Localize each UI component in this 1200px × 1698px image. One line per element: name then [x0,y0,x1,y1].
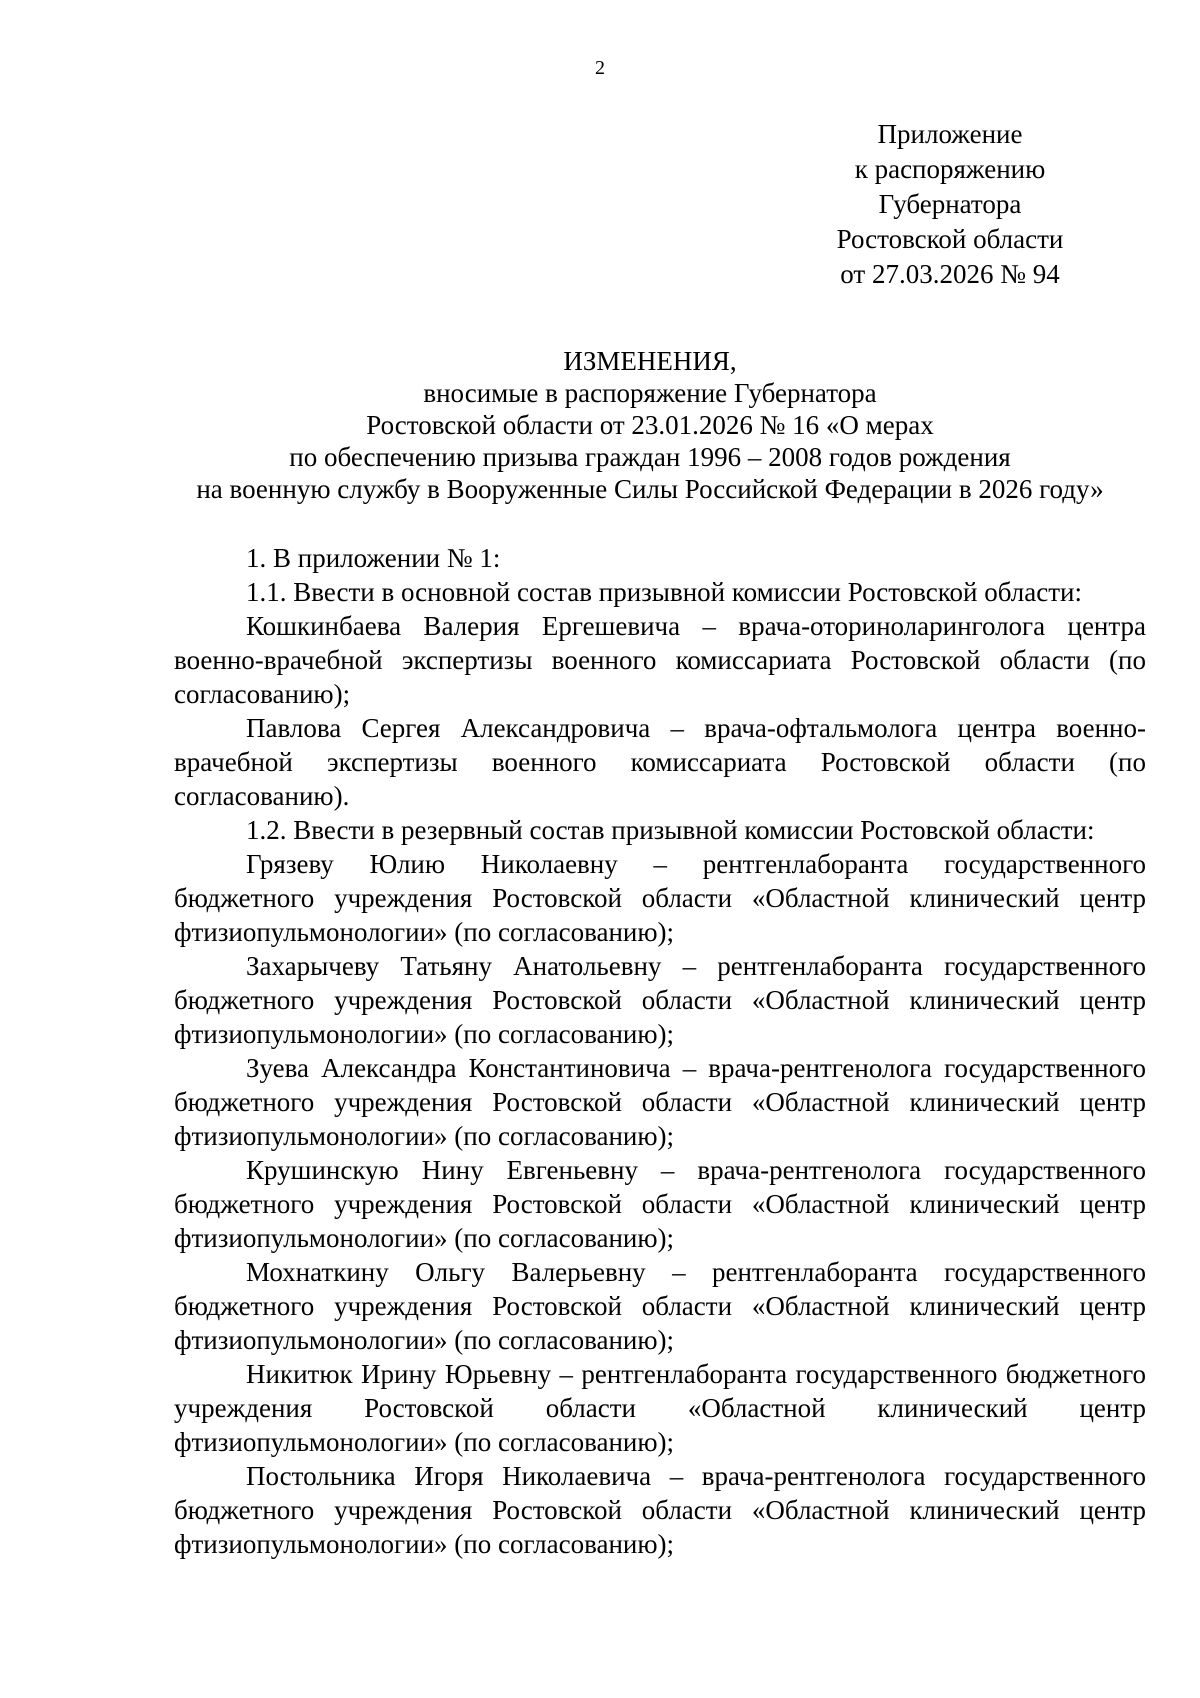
body-paragraph: Мохнаткину Ольгу Валерьевну – рентгенлаборанта государственного бюджетного учреждения Ростовской области «Областной клинический центр фтизиопульмонологии» (по согласованию); [174,1257,1146,1355]
body-paragraph: Захарычеву Татьяну Анатольевну – рентгенлаборанта государственного бюджетного учреждения Ростовской области «Областной клинический центр фтизиопульмонологии» (по согласованию); [174,951,1146,1049]
appendix-line: к распоряжению [854,154,1046,184]
body-paragraph: Грязеву Юлию Николаевну – рентгенлаборанта государственного бюджетного учреждения Ростовской области «Областной клинический центр фтизиопульмонологии» (по согласованию); [174,849,1146,947]
body-paragraph: 1.1. Ввести в основной состав призывной комиссии Ростовской области: [246,577,1082,607]
document-body [174,541,1146,1561]
body-paragraph: Зуева Александра Константиновича – врача-рентгенолога государственного бюджетного учреждения Ростовской области «Областной клинический центр фтизиопульмонологии» (по согласованию); [174,1053,1146,1151]
body-paragraph: Кошкинбаева Валерия Ергешевича – врача-оториноларинголога центра военно-врачебной экспертизы военного комиссариата Ростовской области (по согласованию); [174,611,1146,709]
body-paragraph: Павлова Сергея Александровича – врача-офтальмолога центра военно-врачебной экспертизы военного комиссариата Ростовской области (по согласованию). [174,713,1146,811]
body-paragraph: Постольника Игоря Николаевича – врача-рентгенолога государственного бюджетного учреждения Ростовской области «Областной клинический центр фтизиопульмонологии» (по согласованию); [174,1461,1146,1559]
title-line: по обеспечению призыва граждан 1996 – 2008 годов рождения [289,442,1011,472]
body-paragraph: Крушинскую Нину Евгеньевну – врача-рентгенолога государственного бюджетного учреждения Ростовской области «Областной клинический центр фтизиопульмонологии» (по согласованию); [174,1155,1146,1253]
document-title [160,345,1140,505]
appendix-header [800,117,1100,292]
title-heading: ИЗМЕНЕНИЯ, [563,346,737,376]
appendix-line: Ростовской области [836,224,1064,254]
title-line: вносимые в распоряжение Губернатора [423,378,877,408]
page-number: 2 [595,57,605,79]
title-line: на военную службу в Вооруженные Силы Российской Федерации в 2026 году» [196,474,1104,504]
body-paragraph: Никитюк Ирину Юрьевну – рентгенлаборанта государственного бюджетного учреждения Ростовской области «Областной клинический центр фтизиопульмонологии» (по согласованию); [174,1359,1146,1457]
appendix-line: Губернатора [878,189,1022,219]
title-line: Ростовской области от 23.01.2026 № 16 «О мерах [366,410,934,440]
body-paragraph: 1.2. Ввести в резервный состав призывной комиссии Ростовской области: [246,815,1095,845]
appendix-line: Приложение [877,119,1023,149]
body-paragraph: 1. В приложении № 1: [246,543,501,573]
appendix-line: от 27.03.2026 № 94 [840,259,1060,289]
